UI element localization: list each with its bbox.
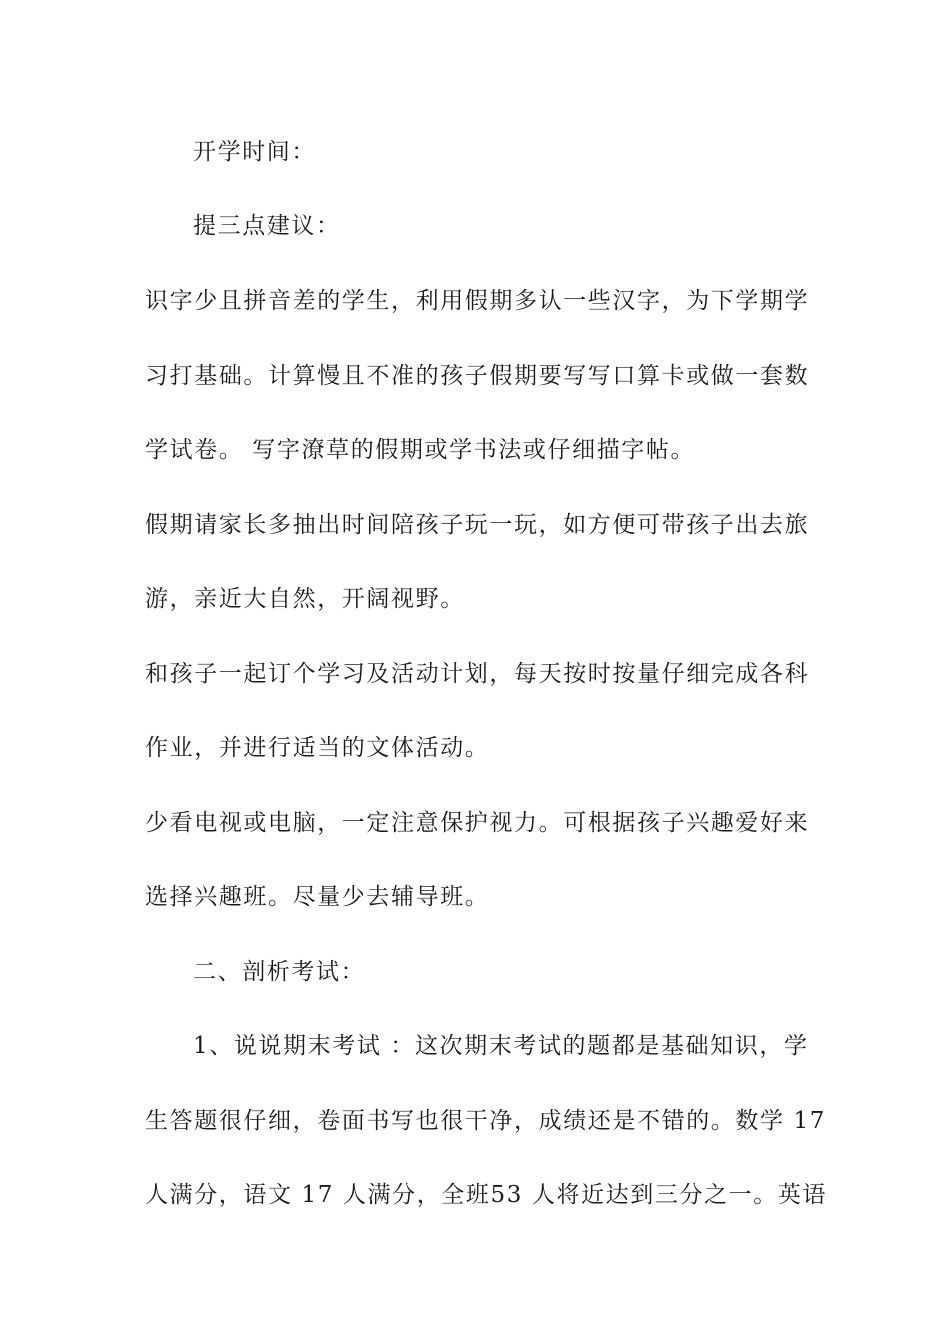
text-line-suggestions-heading: 提三点建议： <box>193 213 341 239</box>
text-line: 和孩子一起订个学习及活动计划，每天按时按量仔细完成各科 <box>145 661 810 687</box>
text-line: 识字少且拼音差的学生，利用假期多认一些汉字，为下学期学 <box>145 288 810 314</box>
text-line: 假期请家长多抽出时间陪孩子玩一玩，如方便可带孩子出去旅 <box>145 512 810 538</box>
text-line: 习打基础。计算慢且不准的孩子假期要写写口算卡或做一套数 <box>145 363 810 389</box>
text-line: 生答题很仔细，卷面书写也很干净，成绩还是不错的。数学 17 <box>145 1108 826 1134</box>
text-line: 1、说说期末考试 ：这次期末考试的题都是基础知识，学 <box>193 1033 809 1059</box>
text-line: 少看电视或电脑，一定注意保护视力。可根据孩子兴趣爱好来 <box>145 810 810 836</box>
text-line: 学试卷。 写字潦草的假期或学书法或仔细描字帖。 <box>145 437 696 463</box>
section-heading-exam-analysis: 二、剖析考试： <box>193 959 366 985</box>
text-line-start-time: 开学时间： <box>193 139 316 165</box>
text-line: 选择兴趣班。尽量少去辅导班。 <box>145 884 490 910</box>
text-line: 作业，并进行适当的文体活动。 <box>145 735 490 761</box>
text-line: 游，亲近大自然，开阔视野。 <box>145 586 465 612</box>
text-line: 人满分，语文 17 人满分，全班53 人将近达到三分之一。英语 <box>145 1182 828 1208</box>
